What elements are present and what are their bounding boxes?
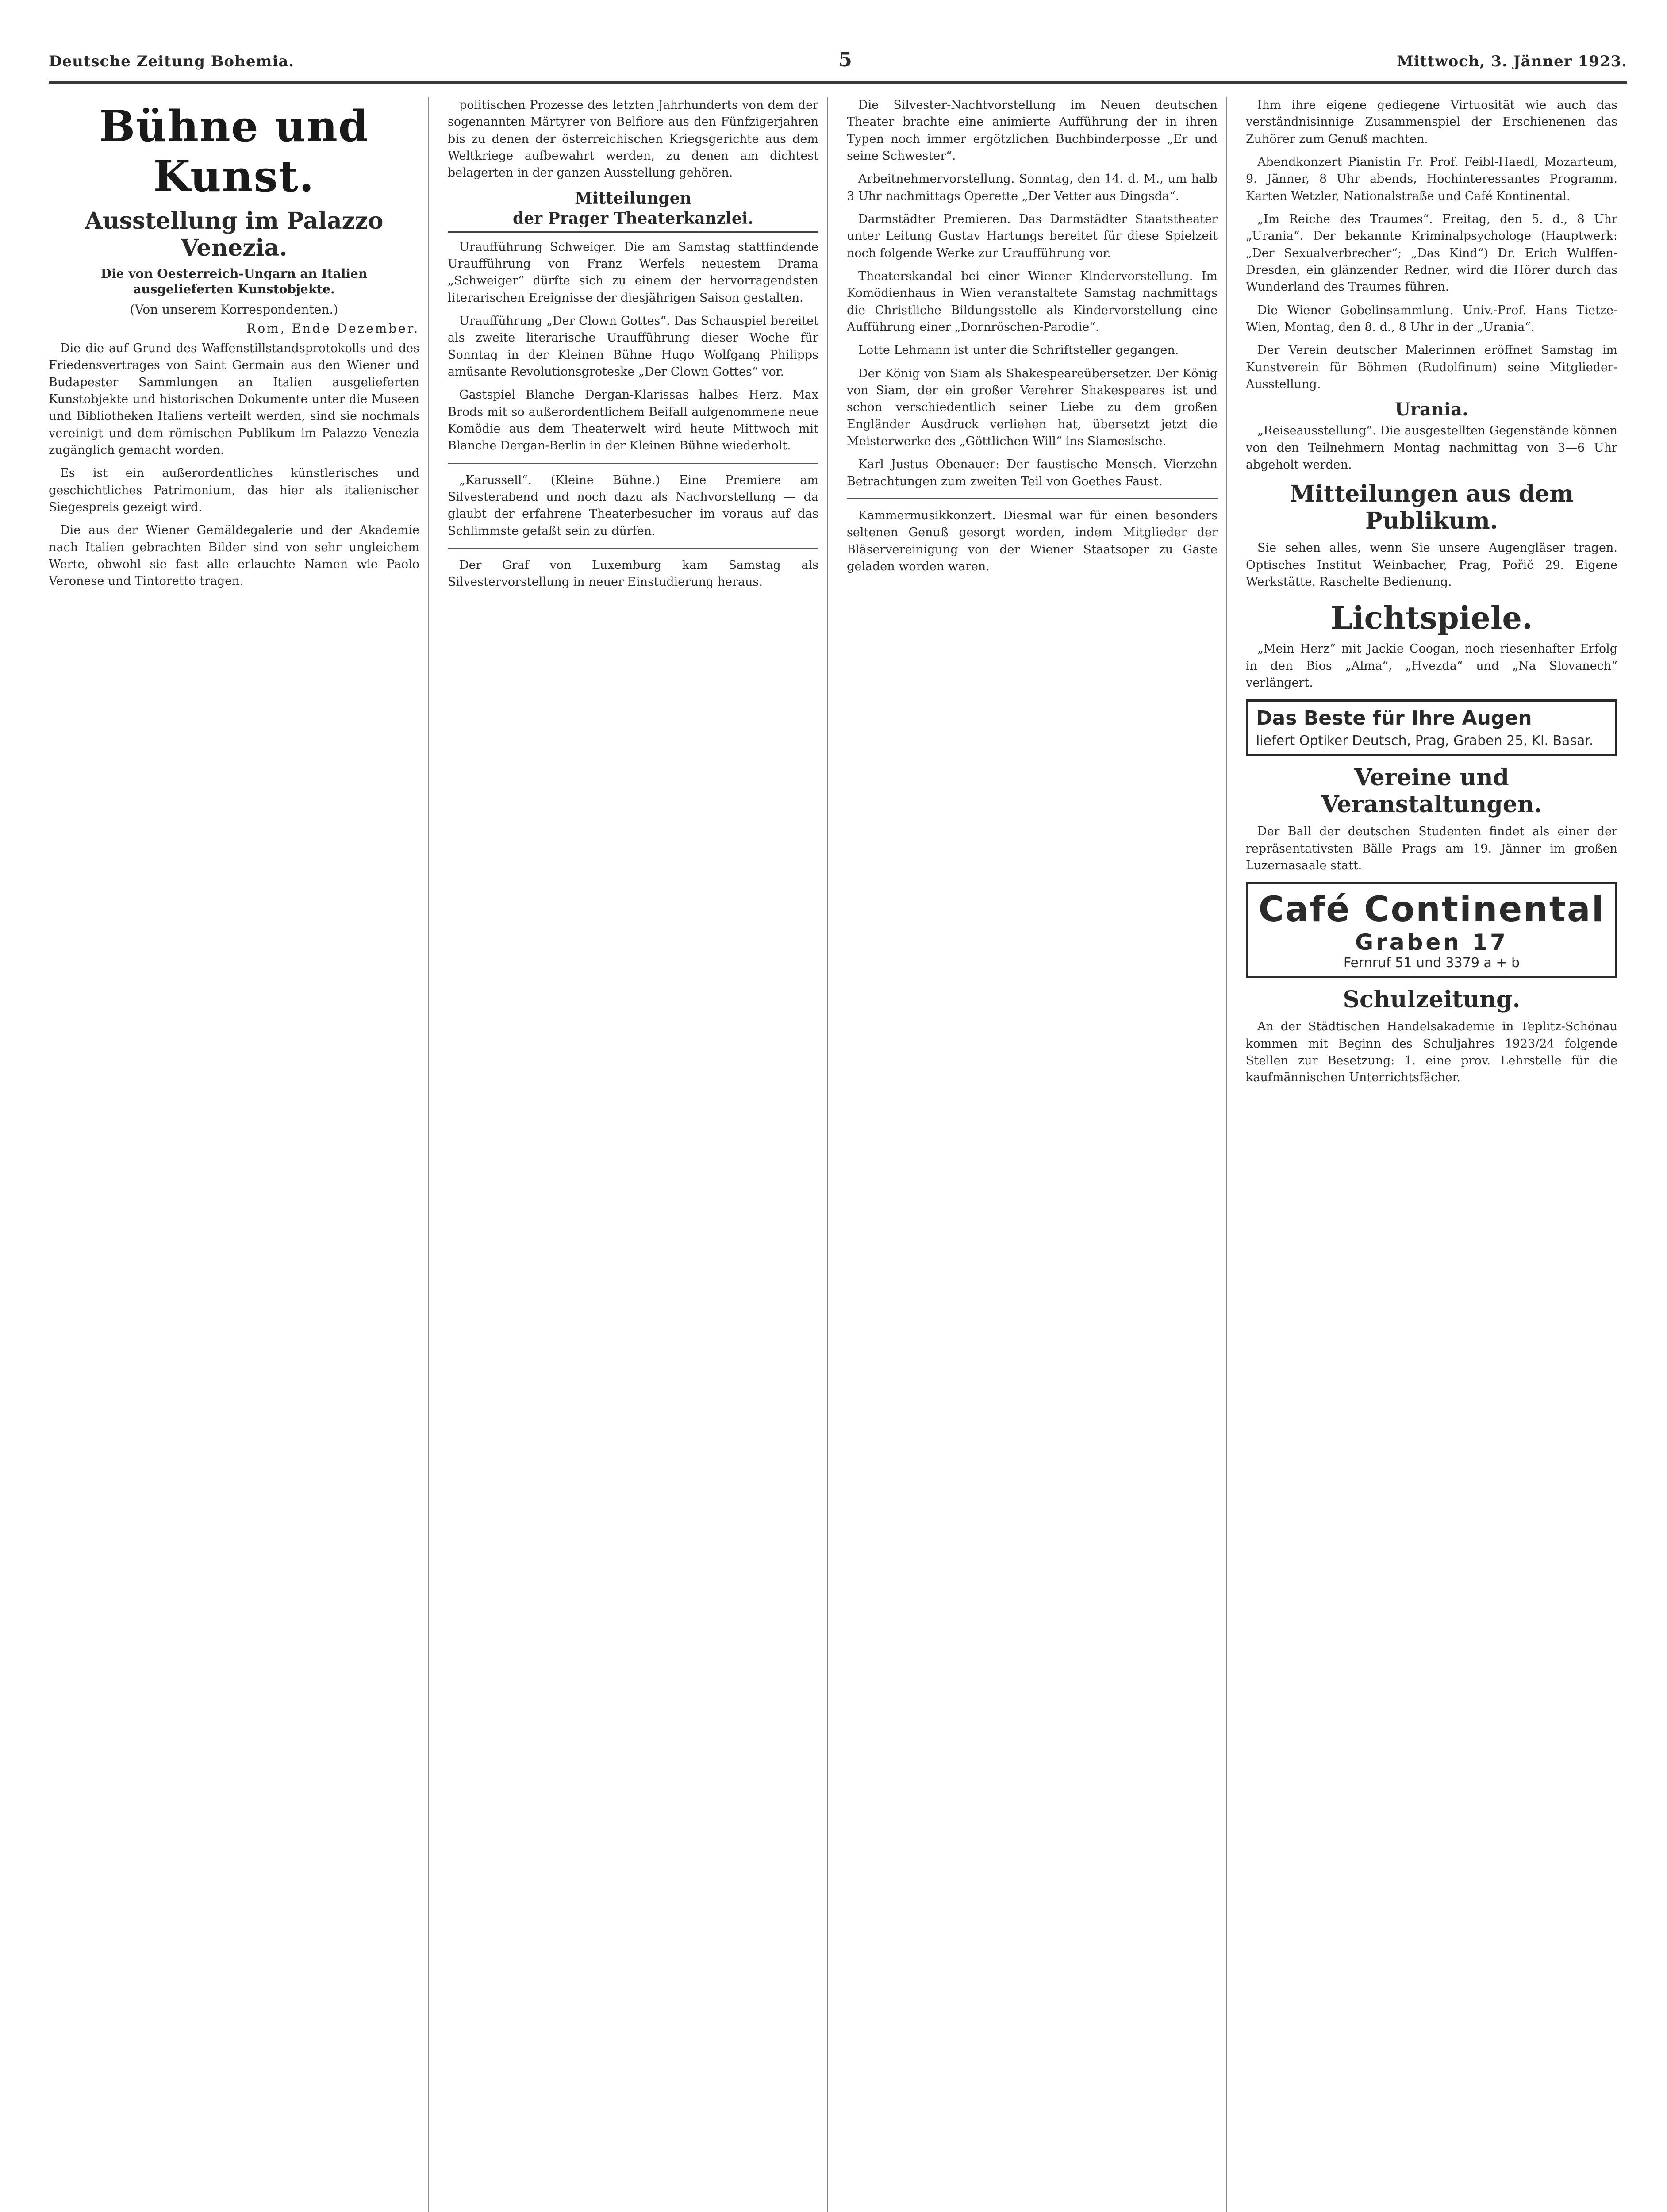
article-paragraph: Uraufführung „Der Clown Gottes“. Das Schauspiel bereitet als zweite literarische Uraufführung dieser Woche für Sonntag in der Kleinen Bühne Hugo Wolfgang Philipps amüsante Revolutionsgroteske „Der Clown Gottes“ vor. — [448, 314, 818, 379]
optiker-ad-text: liefert Optiker Deutsch, Prag, Graben 25, Kl. Basar. — [1256, 733, 1594, 749]
publikum-text: Sie sehen alles, wenn Sie unsere Augengläser tragen. Optisches Institut Weinbacher, Prag, Pořič 29. Eigene Werkstätte. Raschelte Bedienung. — [1246, 541, 1617, 589]
cafe-street: Graben 17 — [1355, 929, 1508, 956]
article-paragraph: Der König von Siam als Shakespeareübersetzer. Der König von Siam, der ein großer Verehrer Shakespeares ist und schon verschiedentlich seiner Liebe zu dem großen Engländer Ausdruck verliehen hat, übersetzt jetzt die Meisterwerke des „Göttlichen Will“ ins Siamesische. — [847, 366, 1218, 448]
article-paragraph: politischen Prozesse des letzten Jahrhunderts von dem der sogenannten Märtyrer von Belfiore aus den Fünfzigerjahren bis zu denen der österreichischen Kriegsgerichte aus dem Weltkriege aufbewahrt werden, zu denen am dichtest belagerten in der ganzen Ausstellung gehören. — [448, 98, 818, 180]
vereine-text: Der Ball der deutschen Studenten findet als einer der repräsentativsten Bälle Prags am 19. Jänner im großen Luzernasaale statt. — [1246, 825, 1617, 872]
section-title: Mitteilungen — [575, 188, 691, 207]
article-paragraph: Die Silvester-Nachtvorstellung im Neuen deutschen Theater brachte eine animierte Aufführung der in ihren Typen noch immer ergötzlichen Buchbinderposse „Er und seine Schwester“. — [847, 98, 1218, 163]
paper-name: Deutsche Zeitung Bohemia. — [49, 53, 295, 70]
article-deck: Die von Oesterreich-Ungarn an Italien ausgelieferten Kunstobjekte. — [100, 266, 368, 296]
article-paragraph: Kammermusikkonzert. Diesmal war für einen besonders seltenen Genuß gesorgt worden, indem Mitglieder der Bläservereinigung von der Wiener Staatsoper zu Gaste geladen worden waren. — [847, 508, 1218, 573]
column-3 — [847, 97, 1227, 2212]
schulzeitung-text: An der Städtischen Handelsakademie in Teplitz-Schönau kommen mit Beginn des Schuljahres 1923/24 folgende Stellen zur Besetzung: 1. eine prov. Lehrstelle für die kaufmännischen Unterrichtsfächer. — [1246, 1020, 1617, 1085]
section-subtitle: der Prager Theaterkanzlei. — [448, 209, 818, 233]
masthead — [49, 49, 1627, 84]
schulzeitung-title: Schulzeitung. — [1343, 986, 1521, 1014]
column-4 — [1246, 97, 1626, 2212]
cafe-name: Café Continental — [1258, 890, 1605, 930]
urania-text: „Reiseausstellung“. Die ausgestellten Gegenstände können von den Teilnehmern Montag nachmittag von 3—6 Uhr abgeholt werden. — [1246, 424, 1617, 472]
article-paragraph: Theaterskandal bei einer Wiener Kindervorstellung. Im Komödienhaus in Wien veranstaltete Samstag nachmittags die Christliche Bildungsstelle als Kindervorstellung eine Aufführung einer „Dornröschen-Parodie“. — [847, 269, 1218, 334]
optiker-ad — [1246, 699, 1617, 756]
columns — [49, 97, 1627, 2212]
page-number: 5 — [838, 49, 853, 71]
lichtspiele-title: Lichtspiele. — [1330, 599, 1533, 637]
article-headline: Ausstellung im Palazzo Venezia. — [85, 207, 384, 261]
optiker-ad-headline: Das Beste für Ihre Augen — [1256, 707, 1532, 730]
article-paragraph: Es ist ein außerordentliches künstlerisches und geschichtliches Patrimonium, das hier als italienischer Siegespreis gezeigt wird. — [49, 466, 419, 514]
article-paragraph: Der Graf von Luxemburg kam Samstag als Silvestervorstellung in neuer Einstudierung heraus. — [448, 558, 818, 589]
divider — [448, 463, 818, 464]
cafe-continental-ad — [1246, 882, 1617, 978]
article-paragraph: Die aus der Wiener Gemäldegalerie und der Akademie nach Italien gebrachten Bilder sind von sehr ungleichem Werte, obwohl sie fast alle erlauchte Namen wie Paolo Veronese und Tintoretto tragen. — [49, 523, 419, 588]
article-paragraph: Darmstädter Premieren. Das Darmstädter Staatstheater unter Leitung Gustav Hartungs bereitet für diese Spielzeit noch folgende Werke zur Uraufführung vor. — [847, 212, 1218, 260]
article-dateline: Rom, Ende Dezember. — [246, 321, 419, 336]
article-paragraph: Die die auf Grund des Waffenstillstandsprotokolls und des Friedensvertrages von Saint Germain aus den Wiener und Budapester Sammlungen an Italien ausgelieferten Kunstobjekte und historischen Dokumente unter die Museen und Bibliotheken Italiens verteilt werden, sind sie nochmals vereinigt und dem römischen Publikum im Palazzo Venezia zugänglich gemacht worden. — [49, 342, 419, 457]
article-paragraph: Der Verein deutscher Malerinnen eröffnet Samstag im Kunstverein für Böhmen (Rudolfinum) seine Mitglieder-Ausstellung. — [1246, 343, 1617, 391]
divider — [847, 498, 1218, 499]
article-paragraph: „Im Reiche des Traumes“. Freitag, den 5. d., 8 Uhr „Urania“. Der bekannte Kriminalpsychologe (Hauptwerk: „Der Sexualverbrecher“; „Das Kind“) Dr. Erich Wulffen-Dresden, ein glänzender Redner, wird die Hörer durch das Wunderland des Traumes führen. — [1246, 212, 1617, 294]
article-paragraph: Abendkonzert Pianistin Fr. Prof. Feibl-Haedl, Mozarteum, 9. Jänner, 8 Uhr abends, Hochinteressantes Programm. Karten Wetzler, Nationalstraße und Café Kontinental. — [1246, 155, 1617, 203]
article-paragraph: „Karussell“. (Kleine Bühne.) Eine Premiere am Silvesterabend und noch dazu als Nachvorstellung — da glaubt der erfahrene Theaterbesucher im voraus auf das Schlimmste gefaßt sein zu dürfen. — [448, 473, 818, 538]
publikum-title: Mitteilungen aus dem Publikum. — [1289, 480, 1574, 535]
article-paragraph: Uraufführung Schweiger. Die am Samstag stattfindende Uraufführung von Franz Werfels neuestem Drama „Schweiger“ dürfte sich zu einem der hervorragendsten literarischen Ereignisse der diesjährigen Saison gestalten. — [448, 240, 818, 305]
column-2 — [448, 97, 828, 2212]
divider — [448, 548, 818, 549]
article-paragraph: Ihm ihre eigene gediegene Virtuosität wie auch das verständnisinnige Zusammenspiel der Erschienenen das Zuhörer zum Genuß machten. — [1246, 98, 1617, 146]
article-paragraph: Die Wiener Gobelinsammlung. Univ.-Prof. Hans Tietze-Wien, Montag, den 8. d., 8 Uhr in der „Urania“. — [1246, 303, 1617, 334]
issue-date: Mittwoch, 3. Jänner 1923. — [1397, 53, 1627, 70]
section-headline: Bühne und Kunst. — [99, 101, 369, 201]
vereine-title: Vereine und Veranstaltungen. — [1321, 764, 1542, 818]
article-byline: (Von unserem Korrespondenten.) — [130, 302, 338, 317]
column-1 — [49, 97, 429, 2212]
urania-title: Urania. — [1395, 399, 1468, 420]
lichtspiele-text: „Mein Herz“ mit Jackie Coogan, noch riesenhafter Erfolg in den Bios „Alma“, „Hvezda“ und „Na Slovanech“ verlängert. — [1246, 642, 1617, 690]
article-paragraph: Arbeitnehmervorstellung. Sonntag, den 14. d. M., um halb 3 Uhr nachmittags Operette „Der Vetter aus Dingsda“. — [847, 172, 1218, 203]
cafe-phone: Fernruf 51 und 3379 a + b — [1343, 955, 1520, 971]
article-paragraph: Gastspiel Blanche Dergan-Klarissas halbes Herz. Max Brods mit so außerordentlichem Beifall aufgenommene neue Komödie aus dem Theaterwelt wird heute Mittwoch mit Blanche Dergan-Berlin in der Kleinen Bühne wiederholt. — [448, 388, 818, 453]
article-paragraph: Karl Justus Obenauer: Der faustische Mensch. Vierzehn Betrachtungen zum zweiten Teil von Goethes Faust. — [847, 457, 1218, 488]
article-paragraph: Lotte Lehmann ist unter die Schriftsteller gegangen. — [858, 343, 1179, 357]
